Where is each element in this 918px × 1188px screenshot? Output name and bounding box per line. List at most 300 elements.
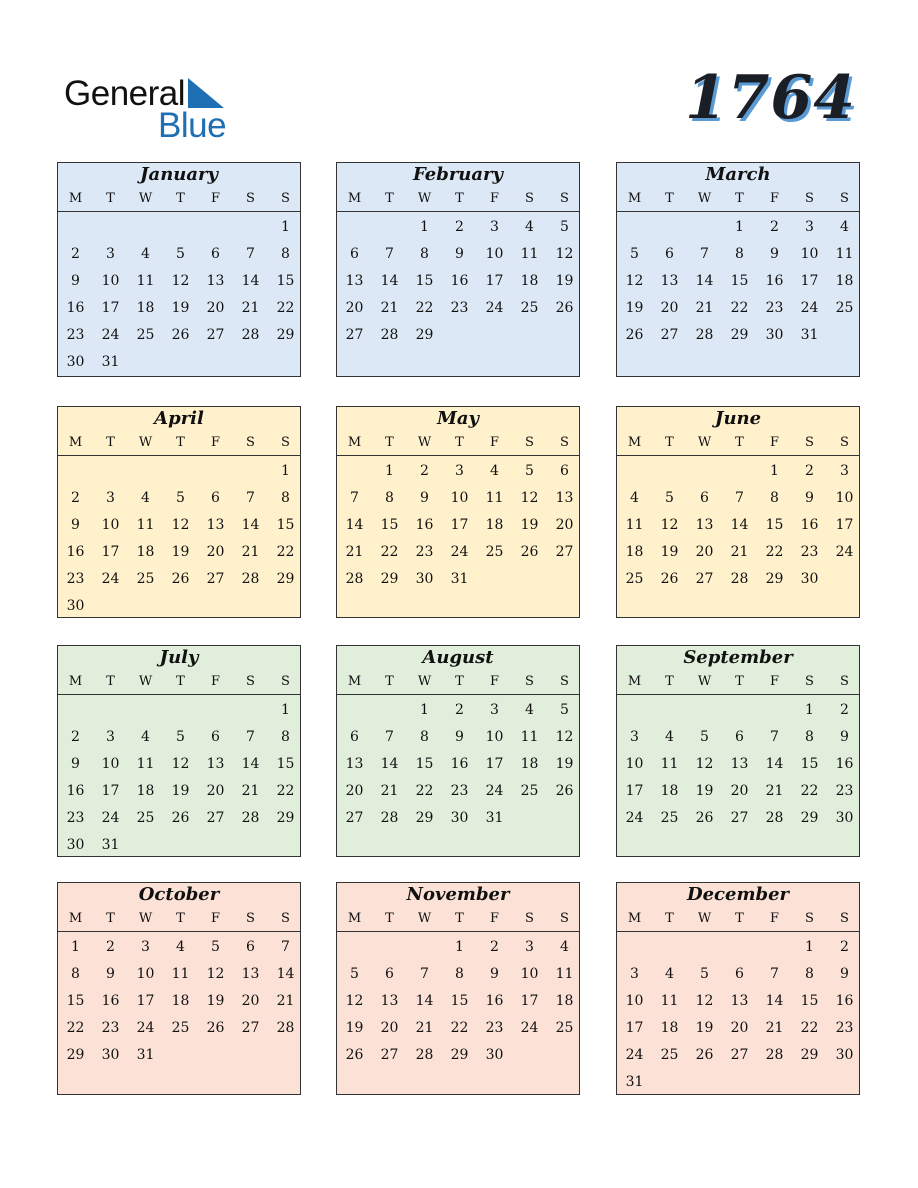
day-cell: 13 (241, 966, 260, 982)
day-cell: 15 (276, 273, 295, 289)
month-december (616, 882, 860, 1095)
day-cell: 28 (765, 1047, 784, 1063)
day-cell: 30 (835, 810, 854, 826)
day-cell: 17 (485, 273, 504, 289)
weekday-header: S (525, 911, 534, 926)
weekday-header: M (68, 911, 83, 926)
day-cell: 27 (695, 571, 714, 587)
day-cell: 25 (485, 544, 504, 560)
empty-day-cell (757, 697, 792, 724)
empty-day-cell (652, 697, 687, 724)
day-cell: 8 (735, 246, 744, 262)
day-grid (337, 932, 579, 1069)
weekday-header: M (68, 674, 83, 689)
day-cell: 16 (835, 756, 854, 772)
day-cell: 20 (206, 300, 225, 316)
day-cell: 2 (840, 702, 849, 718)
empty-day-cell (617, 214, 652, 241)
day-cell: 21 (241, 783, 260, 799)
day-cell: 26 (555, 783, 574, 799)
weekday-header: F (210, 674, 221, 689)
day-cell: 21 (730, 544, 749, 560)
day-cell: 30 (66, 837, 85, 853)
weekday-header: T (455, 911, 464, 926)
day-cell: 8 (281, 729, 290, 745)
day-cell: 9 (840, 729, 849, 745)
month-name: April (154, 408, 204, 429)
day-cell: 31 (625, 1074, 644, 1090)
month-name: March (705, 164, 771, 185)
day-cell: 27 (555, 544, 574, 560)
day-cell: 31 (800, 327, 819, 343)
weekday-header: T (106, 191, 115, 206)
day-cell: 28 (345, 571, 364, 587)
month-august (336, 645, 580, 857)
day-cell: 23 (835, 783, 854, 799)
day-cell: 22 (276, 300, 295, 316)
day-cell: 27 (206, 810, 225, 826)
day-cell: 20 (380, 1020, 399, 1036)
day-cell: 25 (555, 1020, 574, 1036)
weekday-header: T (455, 435, 464, 450)
weekday-header-row (617, 670, 859, 695)
day-cell: 27 (730, 1047, 749, 1063)
day-cell: 9 (71, 756, 80, 772)
weekday-header: S (246, 435, 255, 450)
weekday-header: S (840, 911, 849, 926)
day-cell: 27 (241, 1020, 260, 1036)
day-cell: 1 (420, 702, 429, 718)
day-cell: 10 (625, 993, 644, 1009)
day-cell: 23 (450, 783, 469, 799)
day-cell: 15 (800, 756, 819, 772)
empty-day-cell (93, 214, 128, 241)
day-cell: 1 (805, 939, 814, 955)
day-cell: 16 (66, 300, 85, 316)
weekday-header: S (281, 191, 290, 206)
day-cell: 10 (800, 246, 819, 262)
day-grid (617, 695, 859, 832)
day-cell: 16 (450, 273, 469, 289)
year-title: 1764 (685, 63, 856, 133)
day-cell: 24 (450, 544, 469, 560)
day-cell: 16 (450, 756, 469, 772)
day-cell: 30 (485, 1047, 504, 1063)
day-cell: 24 (835, 544, 854, 560)
day-cell: 6 (350, 246, 359, 262)
day-cell: 12 (625, 273, 644, 289)
day-cell: 14 (380, 273, 399, 289)
day-cell: 7 (770, 966, 779, 982)
weekday-header: F (769, 191, 780, 206)
weekday-header-row (617, 907, 859, 932)
day-cell: 2 (71, 729, 80, 745)
weekday-header-row (337, 907, 579, 932)
day-cell: 9 (420, 490, 429, 506)
day-cell: 15 (380, 517, 399, 533)
day-cell: 30 (101, 1047, 120, 1063)
day-cell: 5 (700, 966, 709, 982)
day-cell: 18 (835, 273, 854, 289)
empty-day-cell (163, 214, 198, 241)
day-cell: 5 (630, 246, 639, 262)
day-cell: 10 (101, 273, 120, 289)
day-cell: 28 (415, 1047, 434, 1063)
day-cell: 15 (66, 993, 85, 1009)
day-cell: 17 (450, 517, 469, 533)
weekday-header: W (138, 674, 153, 689)
day-cell: 5 (700, 729, 709, 745)
day-cell: 6 (735, 966, 744, 982)
month-july (57, 645, 301, 857)
day-cell: 5 (560, 219, 569, 235)
day-cell: 10 (485, 246, 504, 262)
day-cell: 13 (345, 273, 364, 289)
day-cell: 6 (211, 729, 220, 745)
day-cell: 18 (171, 993, 190, 1009)
month-june (616, 406, 860, 618)
day-cell: 13 (380, 993, 399, 1009)
day-cell: 23 (101, 1020, 120, 1036)
weekday-header: M (68, 435, 83, 450)
weekday-header: T (106, 911, 115, 926)
day-cell: 13 (555, 490, 574, 506)
day-cell: 4 (665, 966, 674, 982)
logo-triangle-icon (188, 78, 224, 108)
day-cell: 2 (490, 939, 499, 955)
day-cell: 9 (805, 490, 814, 506)
empty-day-cell (372, 934, 407, 961)
empty-day-cell (58, 458, 93, 485)
day-cell: 7 (770, 729, 779, 745)
day-cell: 29 (415, 810, 434, 826)
day-cell: 12 (660, 517, 679, 533)
day-cell: 3 (630, 729, 639, 745)
day-cell: 3 (106, 490, 115, 506)
day-cell: 18 (660, 1020, 679, 1036)
day-cell: 23 (66, 327, 85, 343)
day-cell: 14 (241, 517, 260, 533)
day-cell: 3 (525, 939, 534, 955)
day-cell: 8 (805, 966, 814, 982)
day-cell: 13 (206, 756, 225, 772)
day-grid (617, 456, 859, 593)
day-cell: 18 (520, 273, 539, 289)
day-cell: 24 (101, 571, 120, 587)
day-cell: 21 (241, 544, 260, 560)
weekday-header: T (735, 191, 744, 206)
day-cell: 11 (485, 490, 504, 506)
month-name: September (683, 647, 793, 668)
day-cell: 5 (176, 729, 185, 745)
day-cell: 20 (555, 517, 574, 533)
weekday-header: W (697, 674, 712, 689)
day-cell: 15 (276, 517, 295, 533)
day-cell: 2 (455, 702, 464, 718)
day-cell: 27 (206, 327, 225, 343)
day-cell: 17 (136, 993, 155, 1009)
day-cell: 1 (770, 463, 779, 479)
day-cell: 12 (206, 966, 225, 982)
day-cell: 25 (660, 810, 679, 826)
day-cell: 12 (171, 273, 190, 289)
day-cell: 25 (136, 327, 155, 343)
day-cell: 19 (520, 517, 539, 533)
weekday-header: S (525, 674, 534, 689)
day-cell: 5 (176, 490, 185, 506)
weekday-header-row (337, 187, 579, 212)
weekday-header-row (58, 907, 300, 932)
day-cell: 2 (770, 219, 779, 235)
day-cell: 26 (520, 544, 539, 560)
day-cell: 26 (625, 327, 644, 343)
weekday-header: T (735, 911, 744, 926)
weekday-header: T (176, 435, 185, 450)
day-cell: 27 (206, 571, 225, 587)
weekday-header: W (138, 435, 153, 450)
weekday-header: F (769, 435, 780, 450)
day-cell: 2 (71, 246, 80, 262)
day-cell: 16 (835, 993, 854, 1009)
day-grid (58, 212, 300, 376)
day-cell: 21 (765, 1020, 784, 1036)
day-cell: 26 (660, 571, 679, 587)
day-cell: 29 (800, 810, 819, 826)
day-cell: 26 (345, 1047, 364, 1063)
month-may (336, 406, 580, 618)
day-cell: 26 (171, 810, 190, 826)
day-cell: 24 (136, 1020, 155, 1036)
day-cell: 31 (101, 837, 120, 853)
weekday-header: S (281, 435, 290, 450)
day-cell: 17 (101, 544, 120, 560)
day-cell: 13 (660, 273, 679, 289)
day-cell: 19 (695, 1020, 714, 1036)
day-cell: 6 (211, 490, 220, 506)
day-cell: 23 (800, 544, 819, 560)
weekday-header: T (385, 191, 394, 206)
day-cell: 1 (281, 463, 290, 479)
weekday-header: T (735, 435, 744, 450)
day-cell: 16 (101, 993, 120, 1009)
empty-day-cell (687, 458, 722, 485)
day-cell: 4 (560, 939, 569, 955)
day-cell: 8 (71, 966, 80, 982)
weekday-header: T (665, 435, 674, 450)
day-cell: 17 (625, 1020, 644, 1036)
weekday-header: W (417, 435, 432, 450)
month-november (336, 882, 580, 1095)
weekday-header: F (210, 911, 221, 926)
day-cell: 22 (450, 1020, 469, 1036)
day-cell: 29 (380, 571, 399, 587)
day-cell: 2 (106, 939, 115, 955)
day-cell: 3 (840, 463, 849, 479)
day-cell: 5 (211, 939, 220, 955)
day-cell: 13 (695, 517, 714, 533)
day-cell: 29 (730, 327, 749, 343)
day-grid (58, 932, 300, 1069)
day-cell: 12 (345, 993, 364, 1009)
day-cell: 1 (805, 702, 814, 718)
day-cell: 1 (281, 702, 290, 718)
weekday-header: W (697, 435, 712, 450)
day-cell: 8 (420, 246, 429, 262)
day-cell: 14 (241, 273, 260, 289)
day-cell: 28 (765, 810, 784, 826)
day-cell: 20 (206, 783, 225, 799)
month-name: May (436, 408, 480, 429)
weekday-header: W (697, 911, 712, 926)
empty-day-cell (372, 214, 407, 241)
day-cell: 26 (206, 1020, 225, 1036)
empty-day-cell (198, 458, 233, 485)
day-cell: 18 (136, 783, 155, 799)
day-cell: 23 (765, 300, 784, 316)
day-cell: 14 (765, 993, 784, 1009)
empty-day-cell (407, 934, 442, 961)
weekday-header: S (560, 435, 569, 450)
day-cell: 19 (625, 300, 644, 316)
month-september (616, 645, 860, 857)
day-cell: 31 (450, 571, 469, 587)
day-cell: 20 (206, 544, 225, 560)
day-cell: 12 (695, 993, 714, 1009)
empty-day-cell (372, 697, 407, 724)
weekday-header: T (385, 674, 394, 689)
day-cell: 21 (380, 300, 399, 316)
day-cell: 22 (800, 783, 819, 799)
empty-day-cell (652, 214, 687, 241)
day-grid (617, 212, 859, 349)
day-cell: 19 (555, 756, 574, 772)
day-cell: 15 (765, 517, 784, 533)
weekday-header: T (385, 435, 394, 450)
day-cell: 25 (660, 1047, 679, 1063)
day-cell: 18 (660, 783, 679, 799)
day-cell: 29 (66, 1047, 85, 1063)
day-grid (58, 456, 300, 620)
weekday-header: S (805, 911, 814, 926)
day-cell: 22 (276, 783, 295, 799)
month-january (57, 162, 301, 377)
weekday-header: S (805, 435, 814, 450)
month-name: June (714, 408, 762, 429)
day-cell: 7 (246, 246, 255, 262)
day-cell: 1 (385, 463, 394, 479)
day-cell: 28 (241, 571, 260, 587)
day-cell: 23 (415, 544, 434, 560)
day-cell: 10 (485, 729, 504, 745)
day-cell: 7 (385, 729, 394, 745)
day-cell: 22 (730, 300, 749, 316)
day-cell: 31 (101, 354, 120, 370)
day-cell: 26 (171, 571, 190, 587)
day-cell: 16 (485, 993, 504, 1009)
day-cell: 4 (141, 246, 150, 262)
day-cell: 18 (520, 756, 539, 772)
weekday-header: T (106, 674, 115, 689)
empty-day-cell (722, 697, 757, 724)
day-cell: 28 (380, 810, 399, 826)
weekday-header: T (735, 674, 744, 689)
empty-day-cell (337, 697, 372, 724)
day-cell: 12 (695, 756, 714, 772)
weekday-header: S (246, 191, 255, 206)
day-cell: 4 (525, 219, 534, 235)
weekday-header: T (385, 911, 394, 926)
day-cell: 3 (106, 246, 115, 262)
day-cell: 4 (141, 490, 150, 506)
day-cell: 19 (695, 783, 714, 799)
day-cell: 11 (136, 756, 155, 772)
day-cell: 31 (485, 810, 504, 826)
day-cell: 28 (276, 1020, 295, 1036)
day-cell: 30 (800, 571, 819, 587)
day-cell: 4 (665, 729, 674, 745)
weekday-header: F (210, 191, 221, 206)
day-cell: 7 (246, 490, 255, 506)
day-cell: 9 (490, 966, 499, 982)
weekday-header: T (455, 674, 464, 689)
day-cell: 29 (765, 571, 784, 587)
weekday-header: S (246, 674, 255, 689)
day-cell: 13 (730, 993, 749, 1009)
empty-day-cell (128, 697, 163, 724)
weekday-header: F (769, 911, 780, 926)
day-cell: 10 (136, 966, 155, 982)
day-cell: 24 (625, 810, 644, 826)
day-cell: 18 (485, 517, 504, 533)
day-cell: 21 (345, 544, 364, 560)
day-cell: 25 (136, 571, 155, 587)
month-october (57, 882, 301, 1095)
day-cell: 20 (345, 300, 364, 316)
day-cell: 28 (730, 571, 749, 587)
day-cell: 23 (450, 300, 469, 316)
day-cell: 24 (625, 1047, 644, 1063)
day-cell: 28 (241, 810, 260, 826)
day-cell: 14 (276, 966, 295, 982)
day-cell: 27 (730, 810, 749, 826)
day-cell: 1 (281, 219, 290, 235)
day-cell: 9 (71, 517, 80, 533)
day-cell: 4 (525, 702, 534, 718)
day-grid (58, 695, 300, 859)
day-cell: 19 (171, 544, 190, 560)
logo-word-general: General (64, 74, 186, 113)
weekday-header: T (665, 191, 674, 206)
empty-day-cell (722, 934, 757, 961)
day-cell: 11 (625, 517, 644, 533)
day-cell: 10 (625, 756, 644, 772)
day-cell: 20 (660, 300, 679, 316)
day-cell: 3 (141, 939, 150, 955)
weekday-header: F (489, 911, 500, 926)
weekday-header: T (176, 674, 185, 689)
empty-day-cell (757, 934, 792, 961)
day-cell: 14 (765, 756, 784, 772)
weekday-header: M (347, 435, 362, 450)
day-cell: 16 (66, 544, 85, 560)
weekday-header: M (627, 674, 642, 689)
day-cell: 30 (450, 810, 469, 826)
day-cell: 5 (176, 246, 185, 262)
day-cell: 10 (835, 490, 854, 506)
empty-day-cell (58, 697, 93, 724)
day-cell: 27 (345, 810, 364, 826)
weekday-header: S (281, 911, 290, 926)
